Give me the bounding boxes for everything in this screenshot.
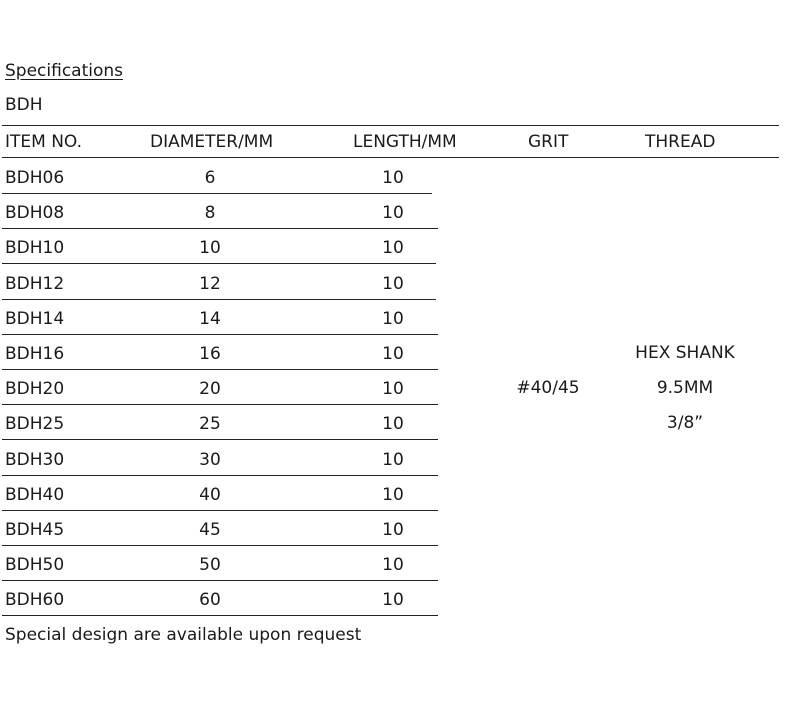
row-rule	[2, 369, 438, 370]
item-number-cell: BDH06	[5, 168, 65, 188]
table-row	[0, 266, 440, 301]
diameter-cell: 8	[204, 203, 216, 224]
length-cell: 10	[382, 520, 404, 540]
item-number-cell: BDH14	[5, 308, 65, 329]
thread-line: 3/8”	[666, 413, 704, 433]
item-number-cell: BDH10	[5, 238, 65, 259]
table-header-rule	[2, 157, 779, 158]
row-rule	[2, 475, 438, 476]
table-row	[0, 160, 440, 195]
item-number-cell: BDH50	[5, 555, 65, 576]
diameter-cell: 16	[199, 344, 221, 364]
length-cell: 10	[382, 273, 404, 294]
length-cell: 10	[382, 168, 404, 188]
row-rule	[2, 404, 438, 405]
thread-line: HEX SHANK	[635, 343, 735, 363]
diameter-cell: 14	[199, 308, 221, 329]
table-top-rule	[2, 125, 779, 126]
table-row	[0, 442, 440, 477]
length-cell: 10	[382, 555, 404, 576]
diameter-cell: 25	[199, 414, 221, 435]
column-header-item: ITEM NO.	[5, 132, 83, 152]
diameter-cell: 40	[199, 484, 221, 505]
row-rule	[2, 545, 438, 546]
row-rule	[2, 439, 438, 440]
row-rule	[2, 334, 438, 335]
row-rule	[2, 299, 436, 300]
column-header-length: LENGTH/MM	[353, 132, 457, 152]
length-cell: 10	[382, 238, 404, 259]
diameter-cell: 30	[199, 449, 221, 470]
table-row	[0, 512, 440, 547]
table-row	[0, 477, 440, 512]
diameter-cell: 50	[199, 555, 221, 576]
column-header-thread: THREAD	[645, 132, 716, 152]
row-rule	[2, 193, 432, 194]
length-cell: 10	[382, 203, 404, 224]
item-number-cell: BDH60	[5, 590, 65, 611]
column-header-grit: GRIT	[528, 132, 569, 152]
column-header-diameter: DIAMETER/MM	[150, 132, 274, 152]
length-cell: 10	[382, 590, 404, 611]
diameter-cell: 45	[199, 520, 221, 540]
diameter-cell: 10	[199, 238, 221, 259]
length-cell: 10	[382, 484, 404, 505]
table-row	[0, 230, 440, 265]
item-number-cell: BDH40	[5, 484, 65, 505]
length-cell: 10	[382, 344, 404, 364]
diameter-cell: 20	[199, 379, 221, 400]
diameter-cell: 6	[204, 168, 216, 188]
section-heading: Specifications	[5, 61, 124, 81]
length-cell: 10	[382, 414, 404, 435]
item-number-cell: BDH30	[5, 449, 65, 470]
product-code: BDH	[5, 95, 43, 115]
diameter-cell: 60	[199, 590, 221, 611]
table-row	[0, 195, 440, 230]
table-row	[0, 301, 440, 336]
table-row	[0, 547, 440, 582]
grit-value: #40/45	[516, 378, 580, 398]
row-rule	[2, 615, 438, 616]
length-cell: 10	[382, 379, 404, 400]
diameter-cell: 12	[199, 273, 221, 294]
item-number-cell: BDH08	[5, 203, 65, 224]
item-number-cell: BDH25	[5, 414, 65, 435]
row-rule	[2, 263, 436, 264]
item-number-cell: BDH20	[5, 379, 65, 400]
row-rule	[2, 510, 438, 511]
thread-line: 9.5MM	[656, 378, 714, 398]
item-number-cell: BDH12	[5, 273, 65, 294]
table-row	[0, 406, 440, 441]
item-number-cell: BDH16	[5, 344, 65, 364]
row-rule	[2, 228, 438, 229]
table-row	[0, 371, 440, 406]
table-row	[0, 336, 440, 371]
table-row	[0, 582, 440, 617]
length-cell: 10	[382, 308, 404, 329]
length-cell: 10	[382, 449, 404, 470]
footnote: Special design are available upon request	[5, 625, 362, 645]
row-rule	[2, 580, 438, 581]
item-number-cell: BDH45	[5, 520, 65, 540]
